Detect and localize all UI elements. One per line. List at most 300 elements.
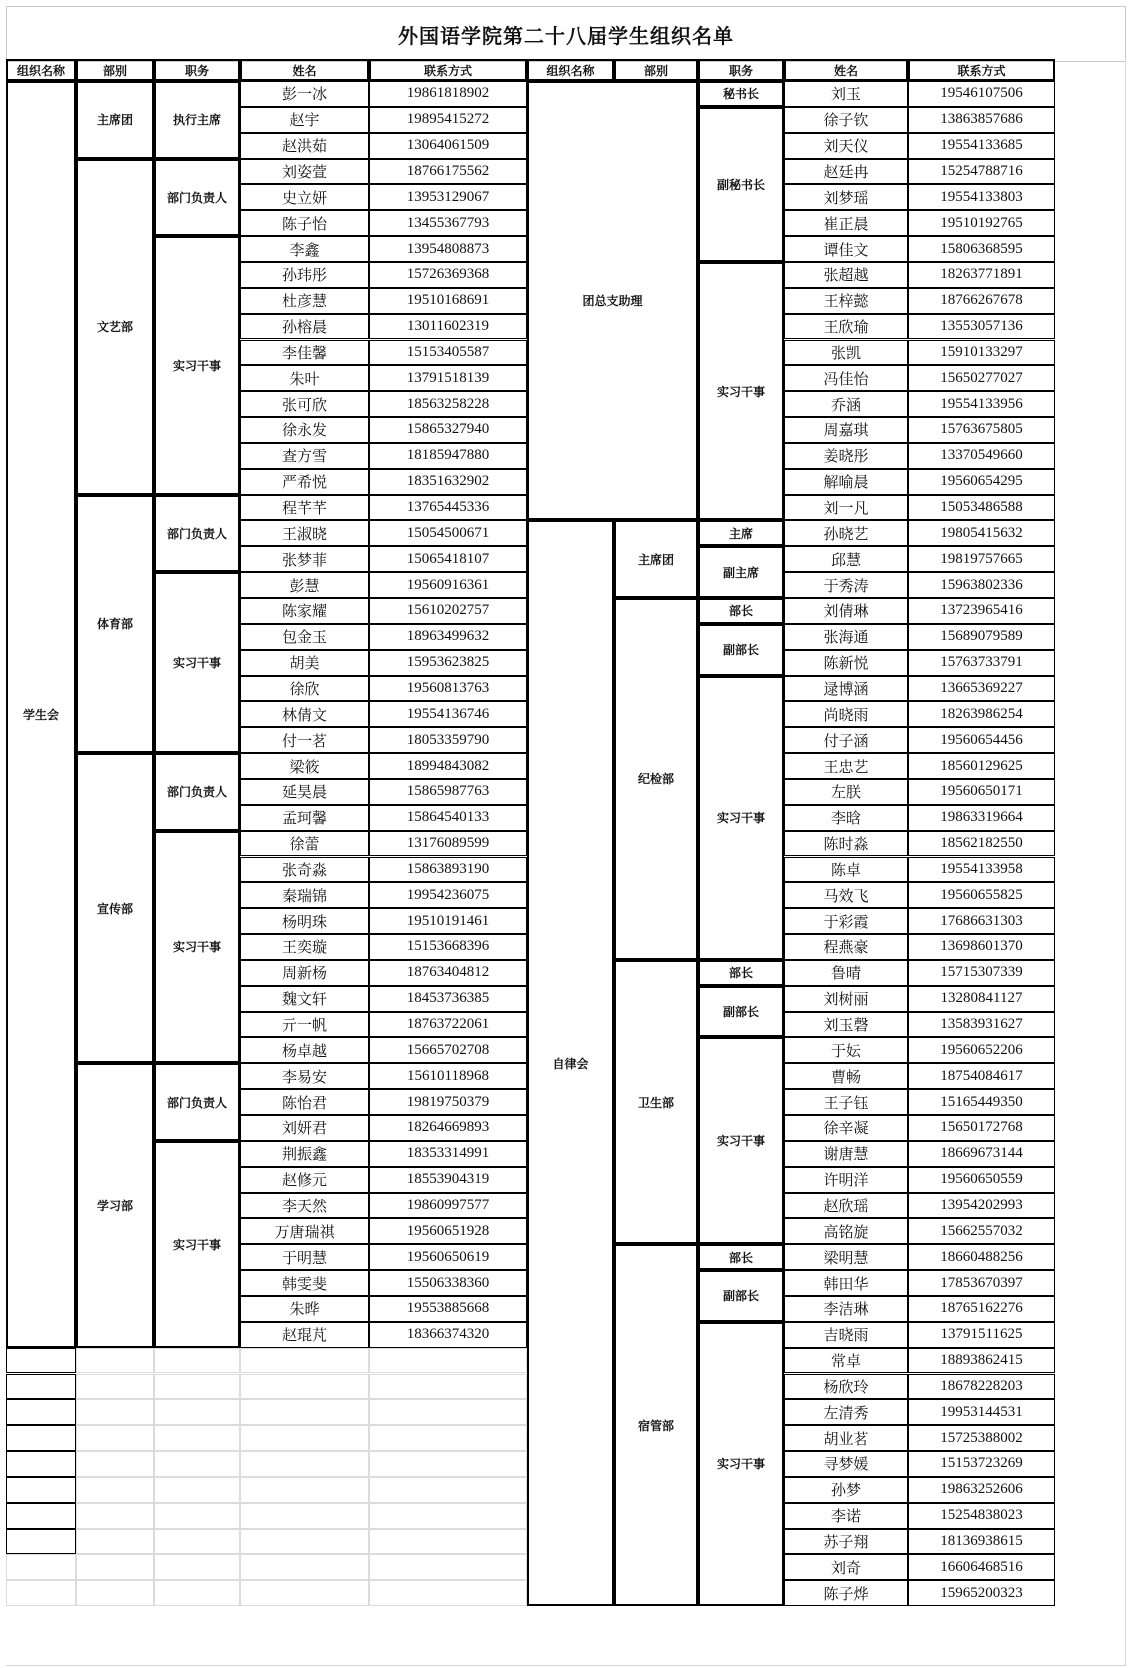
member-name: 韩田华 bbox=[784, 1270, 908, 1296]
member-name: 陈子怡 bbox=[240, 210, 369, 236]
organization-cell: 自律会 bbox=[527, 520, 614, 1606]
department-cell: 主席团 bbox=[614, 520, 698, 598]
member-phone: 15715307339 bbox=[908, 960, 1055, 986]
role-cell: 实习干事 bbox=[698, 262, 784, 521]
member-name: 赵宇 bbox=[240, 107, 369, 133]
member-name: 孙晓艺 bbox=[784, 520, 908, 546]
empty-cell bbox=[6, 1554, 76, 1580]
member-name: 于彩霞 bbox=[784, 908, 908, 934]
member-name: 徐欣 bbox=[240, 676, 369, 702]
member-phone: 15863893190 bbox=[369, 857, 527, 883]
empty-cell bbox=[240, 1451, 369, 1477]
member-phone: 19554136746 bbox=[369, 701, 527, 727]
member-phone: 18766175562 bbox=[369, 159, 527, 185]
page-title: 外国语学院第二十八届学生组织名单 bbox=[6, 6, 1126, 62]
empty-cell bbox=[154, 1374, 240, 1400]
member-name: 杜彦慧 bbox=[240, 288, 369, 314]
member-phone: 18563258228 bbox=[369, 391, 527, 417]
member-phone: 15065418107 bbox=[369, 546, 527, 572]
empty-cell bbox=[76, 1374, 154, 1400]
member-phone: 19560652206 bbox=[908, 1037, 1055, 1063]
member-name: 姜晓彤 bbox=[784, 443, 908, 469]
empty-cell bbox=[240, 1503, 369, 1529]
empty-cell bbox=[369, 1348, 527, 1374]
member-name: 李天然 bbox=[240, 1193, 369, 1219]
member-phone: 13791518139 bbox=[369, 365, 527, 391]
member-name: 曹畅 bbox=[784, 1063, 908, 1089]
member-name: 徐辛凝 bbox=[784, 1115, 908, 1141]
member-name: 付一茗 bbox=[240, 727, 369, 753]
empty-cell bbox=[76, 1477, 154, 1503]
column-header: 联系方式 bbox=[908, 59, 1055, 81]
member-name: 史立妍 bbox=[240, 184, 369, 210]
empty-cell bbox=[369, 1503, 527, 1529]
member-name: 张海通 bbox=[784, 624, 908, 650]
empty-cell bbox=[6, 1374, 76, 1400]
department-cell: 宿管部 bbox=[614, 1244, 698, 1606]
member-phone: 17853670397 bbox=[908, 1270, 1055, 1296]
member-phone: 15153723269 bbox=[908, 1451, 1055, 1477]
member-phone: 19560813763 bbox=[369, 676, 527, 702]
member-name: 王忠艺 bbox=[784, 753, 908, 779]
role-cell: 实习干事 bbox=[154, 831, 240, 1064]
member-phone: 15610202757 bbox=[369, 598, 527, 624]
empty-cell bbox=[6, 1348, 76, 1374]
member-name: 高铭旋 bbox=[784, 1218, 908, 1244]
role-cell: 部门负责人 bbox=[154, 495, 240, 573]
member-phone: 18893862415 bbox=[908, 1348, 1055, 1374]
member-name: 李晗 bbox=[784, 805, 908, 831]
role-cell: 副部长 bbox=[698, 1270, 784, 1322]
role-cell: 副部长 bbox=[698, 624, 784, 676]
empty-cell bbox=[76, 1399, 154, 1425]
member-phone: 19819750379 bbox=[369, 1089, 527, 1115]
member-phone: 19510168691 bbox=[369, 288, 527, 314]
member-phone: 13553057136 bbox=[908, 314, 1055, 340]
role-cell: 实习干事 bbox=[154, 236, 240, 495]
empty-cell bbox=[76, 1348, 154, 1374]
member-name: 赵欣瑶 bbox=[784, 1193, 908, 1219]
member-phone: 19953144531 bbox=[908, 1399, 1055, 1425]
member-name: 张奇淼 bbox=[240, 857, 369, 883]
member-phone: 18678228203 bbox=[908, 1374, 1055, 1400]
member-phone: 19863319664 bbox=[908, 805, 1055, 831]
member-name: 解喻晨 bbox=[784, 469, 908, 495]
empty-cell bbox=[369, 1425, 527, 1451]
empty-cell bbox=[369, 1477, 527, 1503]
member-name: 李佳馨 bbox=[240, 340, 369, 366]
member-name: 陈子烨 bbox=[784, 1580, 908, 1606]
member-name: 孟珂馨 bbox=[240, 805, 369, 831]
empty-cell bbox=[369, 1580, 527, 1606]
member-name: 刘玉 bbox=[784, 81, 908, 107]
member-name: 赵洪茹 bbox=[240, 133, 369, 159]
member-name: 赵修元 bbox=[240, 1167, 369, 1193]
member-name: 孙玮彤 bbox=[240, 262, 369, 288]
empty-cell bbox=[154, 1503, 240, 1529]
role-cell: 副主席 bbox=[698, 546, 784, 598]
member-name: 逯博涵 bbox=[784, 676, 908, 702]
member-name: 尚晓雨 bbox=[784, 701, 908, 727]
member-phone: 19554133958 bbox=[908, 857, 1055, 883]
member-name: 谭佳文 bbox=[784, 236, 908, 262]
empty-cell bbox=[154, 1451, 240, 1477]
role-cell: 副秘书长 bbox=[698, 107, 784, 262]
member-name: 张超越 bbox=[784, 262, 908, 288]
organization-cell: 团总支助理 bbox=[527, 81, 698, 520]
column-header: 职务 bbox=[154, 59, 240, 81]
member-phone: 18353314991 bbox=[369, 1141, 527, 1167]
member-name: 徐蕾 bbox=[240, 831, 369, 857]
member-phone: 15763675805 bbox=[908, 417, 1055, 443]
empty-cell bbox=[369, 1529, 527, 1555]
column-header: 部别 bbox=[614, 59, 698, 81]
member-phone: 18754084617 bbox=[908, 1063, 1055, 1089]
member-phone: 18994843082 bbox=[369, 753, 527, 779]
member-name: 刘妍君 bbox=[240, 1115, 369, 1141]
role-cell: 部长 bbox=[698, 1244, 784, 1270]
role-cell: 部门负责人 bbox=[154, 159, 240, 237]
member-phone: 15689079589 bbox=[908, 624, 1055, 650]
member-phone: 13791511625 bbox=[908, 1322, 1055, 1348]
member-phone: 19560650559 bbox=[908, 1167, 1055, 1193]
member-phone: 18264669893 bbox=[369, 1115, 527, 1141]
member-name: 查方雪 bbox=[240, 443, 369, 469]
member-name: 徐永发 bbox=[240, 417, 369, 443]
member-phone: 15665702708 bbox=[369, 1037, 527, 1063]
member-name: 王奕璇 bbox=[240, 934, 369, 960]
member-name: 王欣瑜 bbox=[784, 314, 908, 340]
member-name: 刘玉磬 bbox=[784, 1012, 908, 1038]
department-cell: 文艺部 bbox=[76, 159, 154, 495]
member-name: 谢唐慧 bbox=[784, 1141, 908, 1167]
department-cell: 卫生部 bbox=[614, 960, 698, 1244]
member-name: 刘奇 bbox=[784, 1554, 908, 1580]
member-name: 李鑫 bbox=[240, 236, 369, 262]
member-phone: 19560655825 bbox=[908, 882, 1055, 908]
empty-cell bbox=[240, 1477, 369, 1503]
member-name: 左朕 bbox=[784, 779, 908, 805]
member-phone: 15763733791 bbox=[908, 650, 1055, 676]
member-phone: 19554133685 bbox=[908, 133, 1055, 159]
member-phone: 13176089599 bbox=[369, 831, 527, 857]
member-name: 万唐瑞祺 bbox=[240, 1218, 369, 1244]
member-phone: 18366374320 bbox=[369, 1322, 527, 1348]
member-name: 付子涵 bbox=[784, 727, 908, 753]
empty-cell bbox=[6, 1451, 76, 1477]
column-header: 联系方式 bbox=[369, 59, 527, 81]
empty-cell bbox=[369, 1399, 527, 1425]
member-name: 许明洋 bbox=[784, 1167, 908, 1193]
member-name: 李易安 bbox=[240, 1063, 369, 1089]
member-name: 徐子钦 bbox=[784, 107, 908, 133]
member-name: 于明慧 bbox=[240, 1244, 369, 1270]
department-cell: 宣传部 bbox=[76, 753, 154, 1063]
member-name: 于妘 bbox=[784, 1037, 908, 1063]
department-cell: 主席团 bbox=[76, 81, 154, 159]
member-name: 李诺 bbox=[784, 1503, 908, 1529]
member-phone: 16606468516 bbox=[908, 1554, 1055, 1580]
member-phone: 15864540133 bbox=[369, 805, 527, 831]
column-header: 组织名称 bbox=[527, 59, 614, 81]
empty-cell bbox=[154, 1529, 240, 1555]
role-cell: 执行主席 bbox=[154, 81, 240, 159]
member-phone: 18263986254 bbox=[908, 701, 1055, 727]
member-name: 邱慧 bbox=[784, 546, 908, 572]
member-name: 秦瑞锦 bbox=[240, 882, 369, 908]
member-name: 杨卓越 bbox=[240, 1037, 369, 1063]
member-phone: 15726369368 bbox=[369, 262, 527, 288]
member-phone: 15806368595 bbox=[908, 236, 1055, 262]
member-phone: 15650277027 bbox=[908, 365, 1055, 391]
member-phone: 15153668396 bbox=[369, 934, 527, 960]
member-phone: 19510191461 bbox=[369, 908, 527, 934]
member-phone: 19546107506 bbox=[908, 81, 1055, 107]
member-phone: 18669673144 bbox=[908, 1141, 1055, 1167]
member-name: 陈卓 bbox=[784, 857, 908, 883]
member-phone: 18963499632 bbox=[369, 624, 527, 650]
member-phone: 19895415272 bbox=[369, 107, 527, 133]
member-name: 杨欣玲 bbox=[784, 1374, 908, 1400]
member-phone: 15953623825 bbox=[369, 650, 527, 676]
member-name: 魏文轩 bbox=[240, 986, 369, 1012]
member-phone: 15910133297 bbox=[908, 340, 1055, 366]
member-phone: 13280841127 bbox=[908, 986, 1055, 1012]
member-phone: 15254838023 bbox=[908, 1503, 1055, 1529]
empty-cell bbox=[76, 1503, 154, 1529]
member-phone: 18766267678 bbox=[908, 288, 1055, 314]
member-name: 包金玉 bbox=[240, 624, 369, 650]
member-phone: 18453736385 bbox=[369, 986, 527, 1012]
empty-cell bbox=[154, 1580, 240, 1606]
empty-cell bbox=[240, 1529, 369, 1555]
role-cell: 实习干事 bbox=[698, 1322, 784, 1606]
member-name: 严希悦 bbox=[240, 469, 369, 495]
member-phone: 19861818902 bbox=[369, 81, 527, 107]
member-phone: 15963802336 bbox=[908, 572, 1055, 598]
empty-cell bbox=[154, 1348, 240, 1374]
role-cell: 部门负责人 bbox=[154, 1063, 240, 1141]
empty-cell bbox=[76, 1529, 154, 1555]
member-name: 赵琨芃 bbox=[240, 1322, 369, 1348]
column-header: 职务 bbox=[698, 59, 784, 81]
empty-cell bbox=[240, 1580, 369, 1606]
member-phone: 13953129067 bbox=[369, 184, 527, 210]
member-name: 梁明慧 bbox=[784, 1244, 908, 1270]
member-name: 刘树丽 bbox=[784, 986, 908, 1012]
member-name: 张梦菲 bbox=[240, 546, 369, 572]
member-name: 陈新悦 bbox=[784, 650, 908, 676]
member-phone: 15165449350 bbox=[908, 1089, 1055, 1115]
member-phone: 15865987763 bbox=[369, 779, 527, 805]
empty-cell bbox=[76, 1580, 154, 1606]
member-name: 王梓懿 bbox=[784, 288, 908, 314]
member-phone: 19954236075 bbox=[369, 882, 527, 908]
member-name: 陈时淼 bbox=[784, 831, 908, 857]
empty-cell bbox=[240, 1554, 369, 1580]
member-name: 朱晔 bbox=[240, 1296, 369, 1322]
roster-table bbox=[6, 59, 1126, 1666]
member-name: 赵廷冉 bbox=[784, 159, 908, 185]
member-name: 彭慧 bbox=[240, 572, 369, 598]
member-phone: 19560651928 bbox=[369, 1218, 527, 1244]
member-name: 韩雯斐 bbox=[240, 1270, 369, 1296]
member-name: 亓一帆 bbox=[240, 1012, 369, 1038]
department-cell: 纪检部 bbox=[614, 598, 698, 960]
member-phone: 13583931627 bbox=[908, 1012, 1055, 1038]
member-phone: 19553885668 bbox=[369, 1296, 527, 1322]
member-name: 彭一冰 bbox=[240, 81, 369, 107]
empty-cell bbox=[240, 1425, 369, 1451]
member-name: 刘天仪 bbox=[784, 133, 908, 159]
role-cell: 秘书长 bbox=[698, 81, 784, 107]
column-header: 姓名 bbox=[784, 59, 908, 81]
empty-cell bbox=[369, 1554, 527, 1580]
column-header: 姓名 bbox=[240, 59, 369, 81]
member-phone: 18562182550 bbox=[908, 831, 1055, 857]
column-header: 组织名称 bbox=[6, 59, 76, 81]
member-name: 陈怡君 bbox=[240, 1089, 369, 1115]
role-cell: 部门负责人 bbox=[154, 753, 240, 831]
member-name: 程芊芊 bbox=[240, 495, 369, 521]
role-cell: 主席 bbox=[698, 520, 784, 546]
member-phone: 13665369227 bbox=[908, 676, 1055, 702]
role-cell: 实习干事 bbox=[698, 676, 784, 960]
member-name: 苏子翔 bbox=[784, 1529, 908, 1555]
department-cell: 体育部 bbox=[76, 495, 154, 754]
member-phone: 13863857686 bbox=[908, 107, 1055, 133]
member-phone: 19863252606 bbox=[908, 1477, 1055, 1503]
member-name: 周嘉琪 bbox=[784, 417, 908, 443]
empty-cell bbox=[6, 1580, 76, 1606]
member-phone: 18185947880 bbox=[369, 443, 527, 469]
member-phone: 13698601370 bbox=[908, 934, 1055, 960]
member-name: 孙榕晨 bbox=[240, 314, 369, 340]
member-name: 寻梦媛 bbox=[784, 1451, 908, 1477]
department-cell: 学习部 bbox=[76, 1063, 154, 1347]
member-name: 吉晓雨 bbox=[784, 1322, 908, 1348]
role-cell: 副部长 bbox=[698, 986, 784, 1038]
member-phone: 19560654295 bbox=[908, 469, 1055, 495]
empty-cell bbox=[154, 1399, 240, 1425]
member-phone: 18763722061 bbox=[369, 1012, 527, 1038]
member-phone: 19560650171 bbox=[908, 779, 1055, 805]
member-name: 冯佳怡 bbox=[784, 365, 908, 391]
member-phone: 18263771891 bbox=[908, 262, 1055, 288]
member-name: 刘一凡 bbox=[784, 495, 908, 521]
member-phone: 15650172768 bbox=[908, 1115, 1055, 1141]
member-name: 常卓 bbox=[784, 1348, 908, 1374]
member-phone: 13954202993 bbox=[908, 1193, 1055, 1219]
member-phone: 18660488256 bbox=[908, 1244, 1055, 1270]
role-cell: 部长 bbox=[698, 598, 784, 624]
empty-cell bbox=[6, 1399, 76, 1425]
member-phone: 13723965416 bbox=[908, 598, 1055, 624]
member-name: 延昊晨 bbox=[240, 779, 369, 805]
member-phone: 15053486588 bbox=[908, 495, 1055, 521]
member-name: 刘梦瑶 bbox=[784, 184, 908, 210]
member-name: 荆振鑫 bbox=[240, 1141, 369, 1167]
member-name: 崔正晨 bbox=[784, 210, 908, 236]
column-header: 部别 bbox=[76, 59, 154, 81]
member-name: 胡美 bbox=[240, 650, 369, 676]
empty-cell bbox=[154, 1477, 240, 1503]
member-phone: 15054500671 bbox=[369, 520, 527, 546]
member-phone: 13954808873 bbox=[369, 236, 527, 262]
member-phone: 18136938615 bbox=[908, 1529, 1055, 1555]
member-phone: 19860997577 bbox=[369, 1193, 527, 1219]
member-name: 王淑晓 bbox=[240, 520, 369, 546]
member-phone: 19805415632 bbox=[908, 520, 1055, 546]
member-name: 周新杨 bbox=[240, 960, 369, 986]
member-phone: 18053359790 bbox=[369, 727, 527, 753]
empty-cell bbox=[240, 1374, 369, 1400]
member-phone: 15865327940 bbox=[369, 417, 527, 443]
empty-cell bbox=[369, 1451, 527, 1477]
member-name: 刘倩琳 bbox=[784, 598, 908, 624]
empty-cell bbox=[240, 1348, 369, 1374]
empty-cell bbox=[76, 1425, 154, 1451]
empty-cell bbox=[240, 1399, 369, 1425]
member-name: 马效飞 bbox=[784, 882, 908, 908]
role-cell: 实习干事 bbox=[154, 572, 240, 753]
empty-cell bbox=[6, 1425, 76, 1451]
member-phone: 15662557032 bbox=[908, 1218, 1055, 1244]
member-phone: 15254788716 bbox=[908, 159, 1055, 185]
role-cell: 实习干事 bbox=[698, 1037, 784, 1244]
empty-cell bbox=[6, 1503, 76, 1529]
member-phone: 13064061509 bbox=[369, 133, 527, 159]
member-phone: 18560129625 bbox=[908, 753, 1055, 779]
empty-cell bbox=[76, 1451, 154, 1477]
member-phone: 17686631303 bbox=[908, 908, 1055, 934]
member-name: 鲁晴 bbox=[784, 960, 908, 986]
member-name: 林倩文 bbox=[240, 701, 369, 727]
member-phone: 15153405587 bbox=[369, 340, 527, 366]
member-phone: 13011602319 bbox=[369, 314, 527, 340]
member-phone: 19510192765 bbox=[908, 210, 1055, 236]
member-name: 张可欣 bbox=[240, 391, 369, 417]
empty-cell bbox=[154, 1554, 240, 1580]
member-phone: 19560654456 bbox=[908, 727, 1055, 753]
empty-cell bbox=[76, 1554, 154, 1580]
member-name: 胡业茗 bbox=[784, 1425, 908, 1451]
empty-cell bbox=[369, 1374, 527, 1400]
empty-cell bbox=[154, 1425, 240, 1451]
member-name: 梁筱 bbox=[240, 753, 369, 779]
member-phone: 15725388002 bbox=[908, 1425, 1055, 1451]
member-name: 张凯 bbox=[784, 340, 908, 366]
member-phone: 15965200323 bbox=[908, 1580, 1055, 1606]
member-phone: 13455367793 bbox=[369, 210, 527, 236]
member-name: 程燕豪 bbox=[784, 934, 908, 960]
role-cell: 实习干事 bbox=[154, 1141, 240, 1348]
member-phone: 19554133803 bbox=[908, 184, 1055, 210]
role-cell: 部长 bbox=[698, 960, 784, 986]
member-name: 王子钰 bbox=[784, 1089, 908, 1115]
member-phone: 15506338360 bbox=[369, 1270, 527, 1296]
member-name: 孙梦 bbox=[784, 1477, 908, 1503]
member-name: 陈家耀 bbox=[240, 598, 369, 624]
organization-cell: 学生会 bbox=[6, 81, 76, 1348]
member-phone: 18765162276 bbox=[908, 1296, 1055, 1322]
member-phone: 18553904319 bbox=[369, 1167, 527, 1193]
member-phone: 19819757665 bbox=[908, 546, 1055, 572]
member-phone: 13765445336 bbox=[369, 495, 527, 521]
member-phone: 19554133956 bbox=[908, 391, 1055, 417]
empty-cell bbox=[6, 1477, 76, 1503]
member-phone: 15610118968 bbox=[369, 1063, 527, 1089]
